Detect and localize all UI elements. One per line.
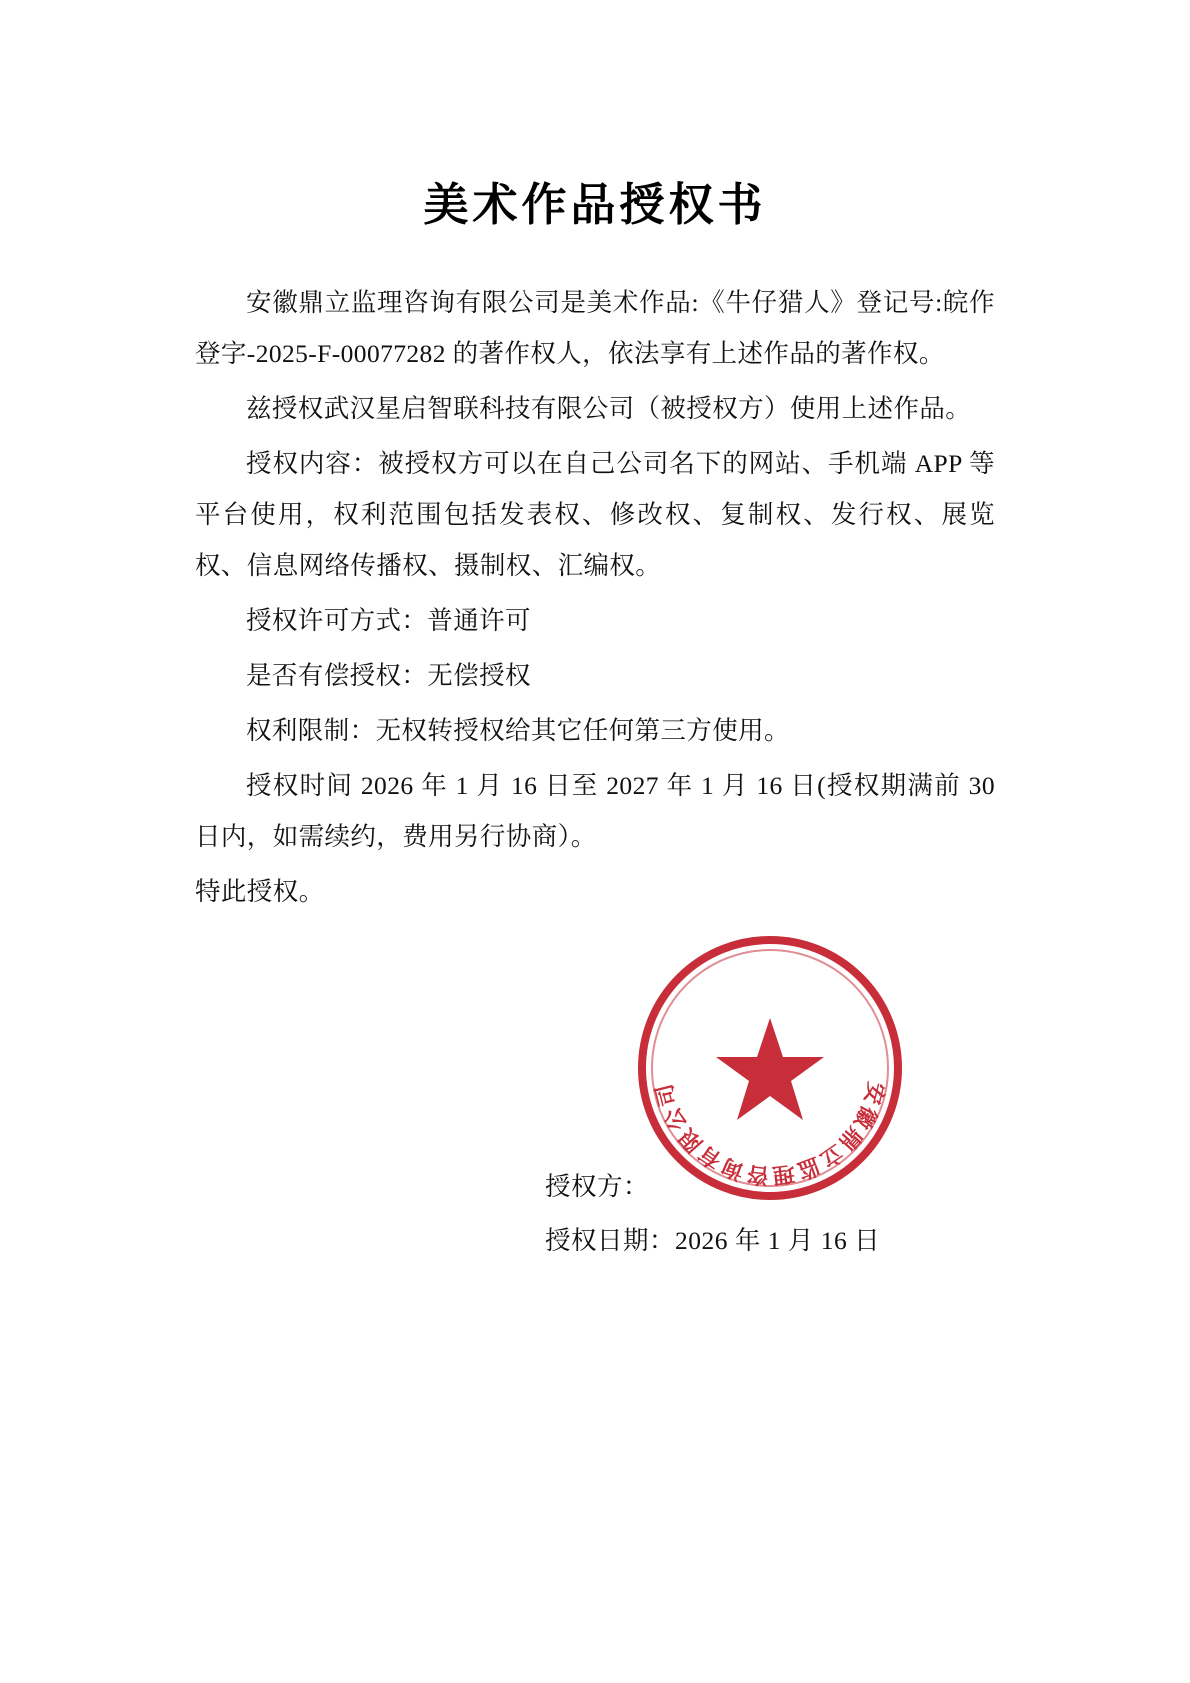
paragraph-copyright-owner: 安徽鼎立监理咨询有限公司是美术作品:《牛仔猎人》登记号:皖作登字-2025-F-00077282 的著作权人，依法享有上述作品的著作权。 bbox=[195, 288, 995, 368]
signature-block bbox=[545, 1160, 1005, 1268]
page-title: 美术作品授权书 bbox=[423, 179, 767, 230]
paragraph-grant-scope: 授权内容：被授权方可以在自己公司名下的网站、手机端 APP 等平台使用，权利范围包括发表权、修改权、复制权、发行权、展览权、信息网络传播权、摄制权、汇编权。 bbox=[195, 449, 995, 580]
licensor-label: 授权方： bbox=[545, 1172, 650, 1201]
svg-text:安徽鼎立监理咨询有限公司: 安徽鼎立监理咨询有限公司 bbox=[650, 1079, 890, 1189]
paragraph-closing: 特此授权。 bbox=[195, 877, 325, 906]
paragraph-license-type: 授权许可方式：普通许可 bbox=[246, 606, 531, 635]
paragraph-grant-statement: 兹授权武汉星启智联科技有限公司（被授权方）使用上述作品。 bbox=[246, 394, 972, 423]
paragraph-grant-period: 授权时间 2026 年 1 月 16 日至 2027 年 1 月 16 日(授权期满前 30 日内，如需续约，费用另行协商）。 bbox=[195, 771, 995, 851]
document-body bbox=[195, 233, 995, 917]
authorization-date: 授权日期：2026 年 1 月 16 日 bbox=[545, 1226, 881, 1255]
paragraph-rights-limit: 权利限制：无权转授权给其它任何第三方使用。 bbox=[246, 716, 790, 745]
paragraph-paid-or-free: 是否有偿授权：无偿授权 bbox=[246, 661, 531, 690]
